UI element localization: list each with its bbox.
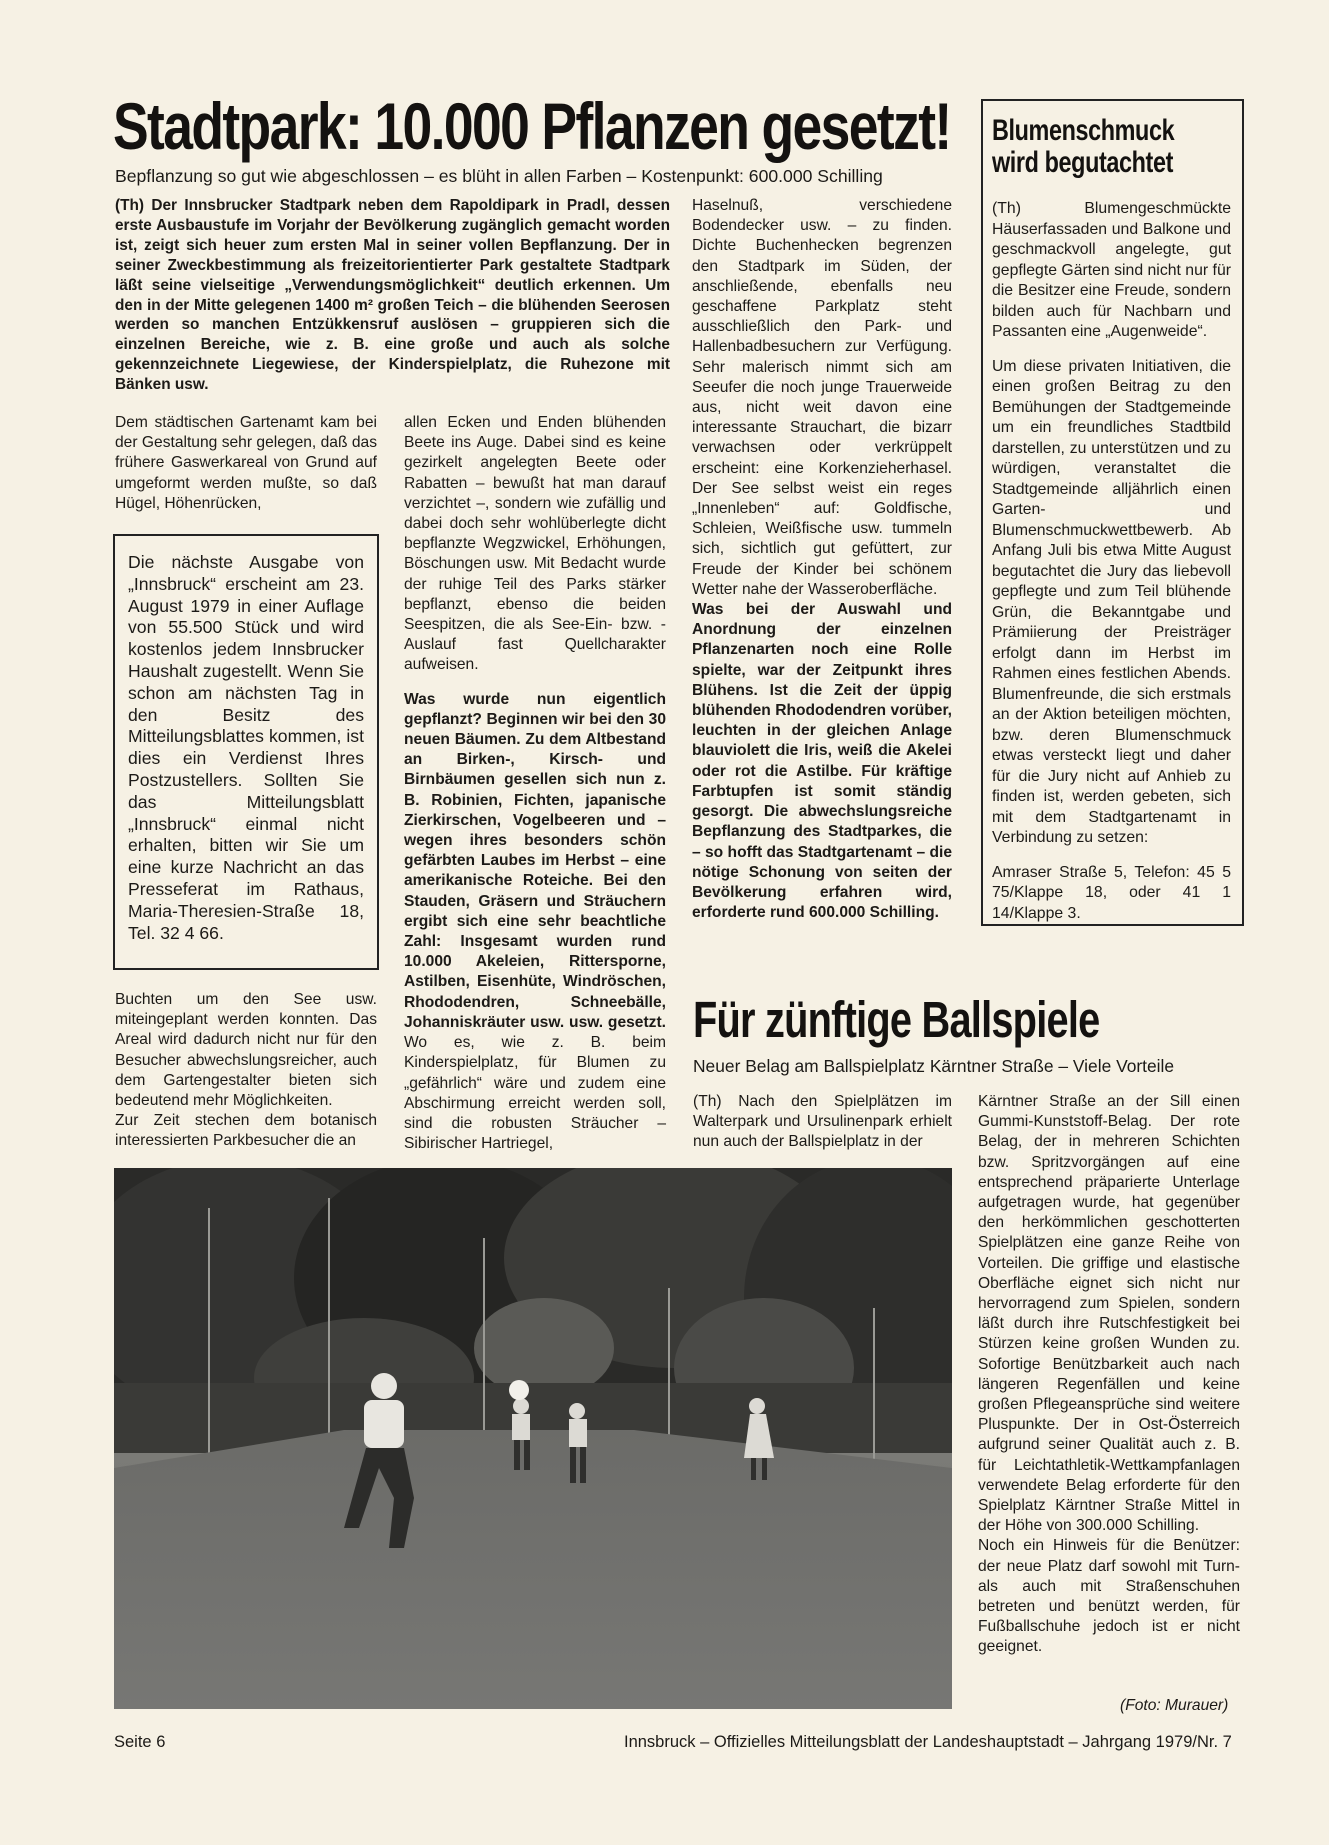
col1-bottom-p2: Zur Zeit stechen dem botanisch interessierten Parkbesucher die an <box>115 1112 377 1150</box>
main-lead: (Th) Der Innsbrucker Stadtpark neben dem Rapoldipark in Pradl, dessen erste Ausbaustufe im Vorjahr der Bevölkerung zugänglich gemacht worden ist, zeigt sich heuer zum ersten Mal in seiner vollen Bepflanzung. Der in seiner Zweckbestimmung als freizeitorientierter Park gestaltete Stadtpark läßt seine vielseitige „Verwendungsmöglichkeit“ deutlich erkennen. Um den in der Mitte gelegenen 1400 m² großen Teich – die blühenden Seerosen werden so manchen Entzükkensruf auslösen – gruppieren sich die einzelnen Bereiche, wie z. B. eine große und auch als solche gekennzeichnete Liegewiese, der Kinderspielplatz, die Ruhezone mit Bänken usw. <box>115 197 670 394</box>
sidebar-headline-2: wird begutachtet <box>992 146 1173 179</box>
sidebar-p3: Amraser Straße 5, Telefon: 45 5 75/Klappe 18, oder 41 1 14/Klappe 3. <box>992 863 1231 922</box>
sidebar-headline-1: Blumenschmuck <box>992 114 1175 147</box>
footer-publication: Innsbruck – Offizielles Mitteilungsblatt der Landeshauptstadt – Jahrgang 1979/Nr. 7 <box>624 1733 1232 1751</box>
notice-box <box>113 534 379 970</box>
sidebar-box <box>981 99 1244 926</box>
playground-photo <box>114 1168 952 1709</box>
col2-p1: allen Ecken und Enden blühenden Beete ins Auge. Dabei sind es keine gezirkelt angelegten Beete oder Rabatten – bewußt hat man darauf verzichtet –, sondern wie zufällig und dabei doch sehr wohlüberlegte dicht bepflanzte Wegzwickel, Erhöhungen, Böschungen usw. Mit Bedacht wurde der ruhige Teil des Parks stärker bepflanzt, ebenso die beiden Seespitzen, die als See-Ein- bzw. -Auslauf fast Quellcharakter aufweisen. <box>404 414 666 674</box>
sidebar-body <box>992 199 1231 924</box>
notice-text: Die nächste Ausgabe von „Innsbruck“ erscheint am 23. August 1979 in einer Auflage von 55.500 Stück und wird kostenlos jedem Innsbrucker Haushalt zugestellt. Wenn Sie schon am nächsten Tag in den Besitz des Mitteilungsblattes kommen, ist dies ein Verdienst Ihres Postzustellers. Sollten Sie das Mitteilungsblatt „Innsbruck“ einmal nicht erhalten, bitten wir Sie um eine kurze Nachricht an das Presseferat im Rathaus, Maria-Theresien-Straße 18, Tel. 32 4 66. <box>128 552 364 943</box>
ball-col2-p1: Kärntner Straße an der Sill einen Gummi-Kunststoff-Belag. Der rote Belag, der in mehreren Schichten bzw. Spritzvorgängen auf eine entsprechend präparierte Unterlage aufgetragen wurde, hat gegenüber den herkömmlichen geschotterten Spielplätzen eine ganze Reihe von Vorteilen. Die griffige und elastische Oberfläche eignet sich nicht nur hervorragend zum Spielen, sondern läßt durch ihre Rutschfestigkeit bei Stürzen keine großen Wunden zu. Sofortige Benützbarkeit auch nach längeren Regenfällen und keine großen Pflegeansprüche sind weitere Pluspunkte. Der in Ost-Österreich aufgrund seiner Qualität auch z. B. für Leichtathletik-Wettkampfanlagen verwendete Belag erforderte für den Spielplatz Kärntner Straße Mittel in der Höhe von 300.000 Schilling. <box>978 1093 1240 1535</box>
footer-page-number: Seite 6 <box>114 1733 166 1751</box>
playground-photo-image <box>114 1168 952 1709</box>
main-subheadline: Bepflanzung so gut wie abgeschlossen – es blüht in allen Farben – Kostenpunkt: 600.000 Schilling <box>115 166 883 186</box>
ball-headline: Für zünftige Ballspiele <box>693 991 1100 1048</box>
sidebar-p2: Um diese privaten Initiativen, die einen großen Beitrag zu den Bemühungen der Stadtgemeinde um ein freundliches Stadtbild darstellen, zu unterstützen und zu würdigen, veranstaltet die Stadtgemeinde alljährlich einen Garten- und Blumenschmuckwettbewerb. Ab Anfang Juli bis etwa Mitte August begutachtet die Jury das liebevoll gepflegte und zum Teil blühende Grün, die Bekanntgabe und Prämiierung der Preisträger erfolgt dann im Herbst im Rahmen eines festlichen Abends. Blumenfreunde, die sich erstmals an der Aktion beteiligen möchten, bzw. deren Blumenschmuck etwas versteckt liegt und daher für die Jury nicht auf Anhieb zu finden ist, werden gebeten, sich mit dem Stadtgartenamt in Verbindung zu setzen: <box>992 357 1231 846</box>
ball-subheadline: Neuer Belag am Ballspielplatz Kärntner Straße – Viele Vorteile <box>693 1056 1175 1076</box>
col2-p2-rest: Wo es, wie z. B. beim Kinderspielplatz, für Blumen zu „gefährlich“ wäre und zudem eine Abschirmung erreicht werden soll, sind die robusten Sträucher – Sibirischer Hartriegel, <box>404 1034 666 1153</box>
main-headline: Stadtpark: 10.000 Pflanzen gesetzt! <box>113 89 951 163</box>
main-col3 <box>692 196 952 923</box>
main-col1-bottom <box>115 990 377 1152</box>
main-col1-top: Dem städtischen Gartenamt kam bei der Gestaltung sehr gelegen, daß das frühere Gaswerkareal von Grund auf umgeformt werden mußte, so daß Hügel, Höhenrücken, <box>115 414 377 512</box>
sidebar-p1: (Th) Blumengeschmückte Häuserfassaden und Balkone und geschmackvoll angelegte, gut gepflegte Gärten sind nicht nur für die Besitzer eine Freude, sondern bilden auch für Nachbarn und Passanten eine „Augenweide“. <box>992 200 1231 340</box>
photo-credit: (Foto: Murauer) <box>1120 1697 1229 1714</box>
col3-p2: Was bei der Auswahl und Anordnung der einzelnen Pflanzenarten noch eine Rolle spielte, war der Zeitpunkt ihres Blühens. Ist die Zeit der üppig blühenden Rhododendren vorüber, leuchten in der gleichen Anlage blauviolett die Iris, weiß die Akelei oder rot die Astilbe. Für kräftige Farbtupfen ist somit ständig gesorgt. Die abwechslungsreiche Bepflanzung des Stadtparkes, die – so hofft das Stadtgartenamt – die nötige Schonung von seiten der Bevölkerung erfahren wird, erforderte rund 600.000 Schilling. <box>692 601 952 922</box>
ball-col2-p2: Noch ein Hinweis für die Benützer: der neue Platz darf sowohl mit Turn- als auch mit Straßenschuhen betreten und benützt werden, für Fußballschuhe jedoch ist er nicht geeignet. <box>978 1537 1240 1656</box>
main-col2 <box>404 413 666 1154</box>
col2-p2-bold: Was wurde nun eigentlich gepflanzt? Beginnen wir bei den 30 neuen Bäumen. Zu dem Altbestand an Birken-, Kirsch- und Birnbäumen gesellen sich nun z. B. Robinien, Fichten, japanische Zierkirschen, Vogelbeeren und – wegen ihres besonders schön gefärbten Laubes im Herbst – eine amerikanische Roteiche. Bei den Stauden, Gräsern und Sträuchern ergibt sich eine sehr beachtliche Zahl: Insgesamt wurden rund 10.000 Akeleien, Rittersporne, Astilben, Eisenhüte, Windröschen, Rhododendren, Schneebälle, Johanniskräuter usw. usw. gesetzt. <box>404 690 666 1031</box>
col2-p2 <box>404 690 666 1155</box>
ball-col1: (Th) Nach den Spielplätzen im Walterpark und Ursulinenpark erhielt nun auch der Ballspielplatz in der <box>693 1093 952 1151</box>
col3-p1: Haselnuß, verschiedene Bodendecker usw. – zu finden. Dichte Buchenhecken begrenzen den Stadtpark im Süden, der anschließende, ebenfalls neu geschaffene Parkplatz steht ausschließlich den Park- und Hallenbadbesuchern zur Verfügung. Sehr malerisch nimmt sich am Seeufer die noch junge Trauerweide aus, nicht weit davon eine interessante Strauchart, die bizarr verwachsen oder verkrüppelt erscheint: eine Korkenzieherhasel. Der See selbst weist ein reges „Innenleben“ auf: Goldfische, Schleien, Weißfische usw. tummeln sich, sichtlich gut gefüttert, zur Freude der Kinder bei schönem Wetter nahe der Wasseroberfläche. <box>692 197 952 598</box>
col1-bottom-p1: Buchten um den See usw. miteingeplant werden konnten. Das Areal wird dadurch nicht nur für den Besucher abwechslungsreicher, auch dem Gartengestalter bieten sich bedeutend mehr Möglichkeiten. <box>115 991 377 1110</box>
ball-col2 <box>978 1092 1240 1658</box>
